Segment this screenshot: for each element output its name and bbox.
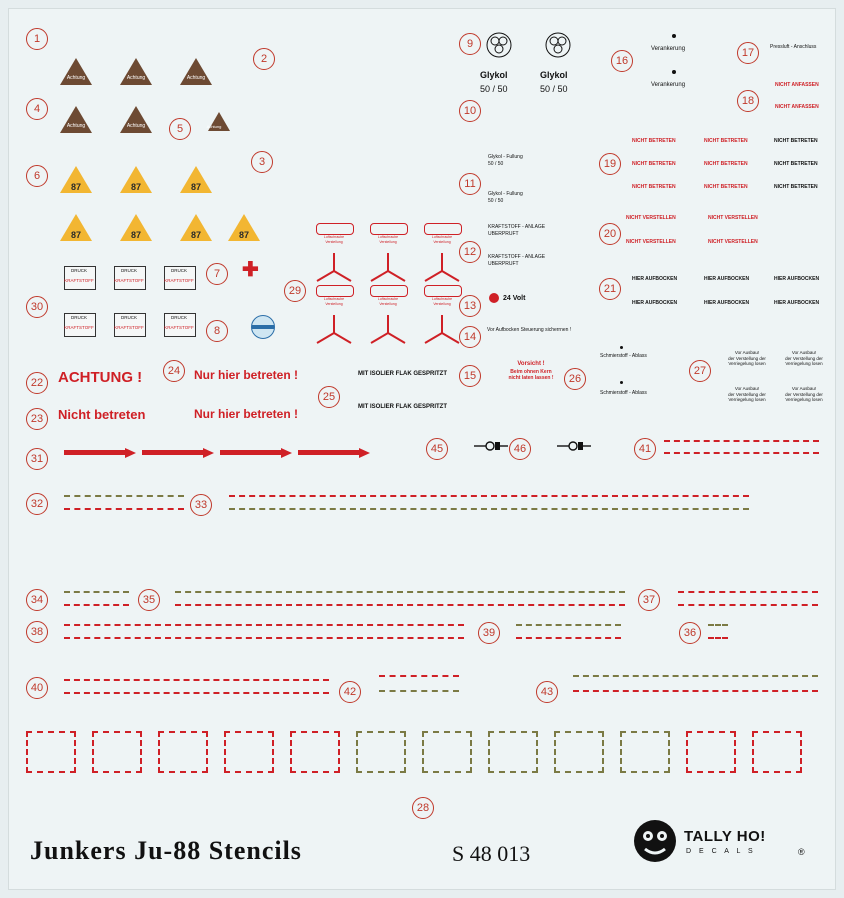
propeller-icon — [419, 249, 465, 283]
grounding-point-icon — [557, 437, 593, 455]
index-number: 20 — [599, 223, 621, 245]
index-number: 33 — [190, 494, 212, 516]
fuel-cap-label: DRUCK — [70, 268, 87, 273]
dashed-line — [175, 591, 625, 593]
index-number: 30 — [26, 296, 48, 318]
fuel-cap-label: KRAFTSTOFF — [164, 278, 194, 283]
grounding-point-icon — [474, 437, 510, 455]
dashed-line — [229, 508, 749, 510]
vor-ausbau-stencil — [720, 386, 774, 403]
index-number: 26 — [564, 368, 586, 390]
index-number: 3 — [251, 151, 273, 173]
nicht-verstellen-stencil: NICHT VERSTELLEN — [708, 239, 758, 245]
dashed-panel-outline — [620, 731, 670, 773]
fuel-cap-label: DRUCK — [170, 268, 187, 273]
index-number: 40 — [26, 677, 48, 699]
stencil-line: Verriegelung losen — [728, 361, 766, 367]
index-number: 1 — [26, 28, 48, 50]
nicht-betreten-stencil: NICHT BETRETEN — [774, 161, 818, 167]
propeller-icon — [419, 311, 465, 345]
stencil-line: Vor Ausbau! — [734, 350, 760, 355]
index-number: 2 — [253, 48, 275, 70]
glykol-fuellung-stencil — [488, 191, 523, 204]
direction-arrow — [298, 448, 370, 457]
registered-mark: ® — [798, 847, 805, 857]
fuel-cap-label: KRAFTSTOFF — [64, 278, 94, 283]
octane-label: 87 — [70, 230, 81, 240]
fuel-cap-label: KRAFTSTOFF — [114, 325, 144, 330]
nur-hier-betreten-stencil: Nur hier betreten ! — [194, 368, 299, 382]
fuel-cap-label: KRAFTSTOFF — [64, 325, 94, 330]
index-number: 11 — [459, 173, 481, 195]
dashed-line — [516, 637, 621, 639]
dashed-line — [64, 604, 129, 606]
verankerung-stencil: Verankerung — [651, 46, 686, 52]
octane-label: 87 — [190, 182, 201, 192]
index-number: 21 — [599, 278, 621, 300]
stencil-line: Verriegelung losen — [785, 397, 823, 403]
stencil-line: der Verstellung der — [785, 355, 823, 361]
stencil-line: Verriegelung losen — [785, 361, 823, 367]
index-number: 10 — [459, 100, 481, 122]
dashed-line — [573, 675, 818, 677]
kraftstoff-stencil — [488, 254, 545, 267]
triangle-label: Achtung — [126, 123, 146, 129]
dashed-line — [664, 452, 819, 454]
dashed-panel-outline — [158, 731, 208, 773]
glykol-label: Glykol — [540, 70, 568, 80]
propeller-icon — [311, 311, 357, 345]
index-number: 46 — [509, 438, 531, 460]
stencil-line: Glykol - Fullung — [488, 154, 523, 160]
prop-stencil-group: Luftschraube Verstellung Luftschraube Verstellung Luftschraube Verstellung Luftschraube Verstellung Luftschraube Verstellung Luftschraube Verstellung — [310, 223, 480, 343]
isolierflak-stencil: MIT ISOLIER FLAK GESPRITZT — [358, 371, 447, 377]
hier-aufbocken-stencil: HIER AUFBOCKEN — [704, 276, 750, 282]
fuel-cap-label: DRUCK — [170, 315, 187, 320]
verankerung-dot-icon — [672, 34, 676, 38]
stencil-line: Vor Ausbau! — [791, 386, 817, 391]
propeller-icon — [365, 311, 411, 345]
hier-aufbocken-stencil: HIER AUFBOCKEN — [632, 276, 678, 282]
hier-aufbocken-stencil: HIER AUFBOCKEN — [774, 300, 820, 306]
dashed-line — [64, 591, 129, 593]
triangle-label: Achtung — [66, 75, 86, 81]
stencil-line: KRAFTSTOFF - ANLAGE — [488, 254, 546, 260]
index-number: 43 — [536, 681, 558, 703]
dashed-panel-outline — [224, 731, 274, 773]
index-number: 19 — [599, 153, 621, 175]
dashed-line — [64, 495, 184, 497]
index-number: 36 — [679, 622, 701, 644]
nicht-anfassen-stencil: NICHT ANFASSEN — [775, 82, 819, 88]
nicht-verstellen-stencil: NICHT VERSTELLEN — [708, 215, 758, 221]
vor-ausbau-stencil — [777, 350, 831, 367]
nicht-betreten-stencil: Nicht betreten — [58, 407, 146, 422]
dashed-panel-outline — [92, 731, 142, 773]
achtung-stencil: ACHTUNG ! — [58, 369, 143, 386]
index-number: 29 — [284, 280, 306, 302]
stencil-line: Vor Ausbau! — [791, 350, 817, 355]
index-number: 16 — [611, 50, 633, 72]
vor-aufbocken-stencil: Vor Aufbocken Steuerung sicherrnen ! — [487, 327, 572, 333]
isolierflak-stencil: MIT ISOLIER FLAK GESPRITZT — [358, 404, 447, 410]
glykol-fuellung-stencil — [488, 154, 523, 167]
triangle-label: Achtung — [186, 75, 206, 81]
index-number: 37 — [638, 589, 660, 611]
index-number: 22 — [26, 372, 48, 394]
fuel-cap-label: DRUCK — [70, 315, 87, 320]
dashed-line — [664, 440, 819, 442]
hier-aufbocken-stencil: HIER AUFBOCKEN — [632, 300, 678, 306]
kraftstoff-stencil — [488, 224, 545, 237]
nicht-betreten-stencil: NICHT BETRETEN — [632, 161, 676, 167]
fuel-cap-label: KRAFTSTOFF — [114, 278, 144, 283]
dashed-line — [229, 495, 749, 497]
nur-hier-betreten-stencil: Nur hier betreten ! — [194, 407, 299, 421]
index-number: 8 — [206, 320, 228, 342]
pressluft-stencil: Pressluft - Anschluss — [770, 44, 817, 50]
index-number: 18 — [737, 90, 759, 112]
schmierstoff-stencil: Schmierstoff - Ablass — [600, 353, 647, 359]
hier-aufbocken-stencil: HIER AUFBOCKEN — [774, 276, 820, 282]
index-number: 23 — [26, 408, 48, 430]
glykol-cap-icon — [486, 32, 512, 58]
dashed-panel-outline — [290, 731, 340, 773]
dashed-panel-outline — [554, 731, 604, 773]
stencil-line: Beim ohnen Kern — [510, 368, 552, 375]
dashed-line — [64, 692, 329, 694]
brand-name: TALLY HO! — [684, 828, 766, 845]
index-number: 4 — [26, 98, 48, 120]
cross-marker: ✚ — [242, 259, 259, 281]
propeller-icon — [311, 249, 357, 283]
nicht-betreten-stencil: NICHT BETRETEN — [704, 161, 748, 167]
nicht-betreten-stencil: NICHT BETRETEN — [704, 138, 748, 144]
dashed-line — [379, 675, 459, 677]
triangle-label: Achtung — [206, 124, 222, 129]
stencil-line: 50 / 50 — [488, 160, 504, 167]
glykol-ratio: 50 / 50 — [480, 84, 508, 94]
fuel-cap-label: KRAFTSTOFF — [164, 325, 194, 330]
schmierstoff-dot-icon — [620, 346, 623, 349]
dashed-panel-outline — [26, 731, 76, 773]
dashed-line — [516, 624, 621, 626]
vorsicht-stencil — [486, 361, 576, 382]
direction-arrow — [142, 448, 214, 457]
index-number: 25 — [318, 386, 340, 408]
triangle-label: Achtung — [66, 123, 86, 129]
index-number: 32 — [26, 493, 48, 515]
sheet-code: S 48 013 — [452, 841, 531, 866]
dashed-line — [379, 690, 459, 692]
dashed-line — [678, 604, 818, 606]
octane-label: 87 — [70, 182, 81, 192]
octane-label: 87 — [190, 230, 201, 240]
index-number: 35 — [138, 589, 160, 611]
index-number: 17 — [737, 42, 759, 64]
dashed-panel-outline — [686, 731, 736, 773]
index-number: 24 — [163, 360, 185, 382]
index-number: 7 — [206, 263, 228, 285]
octane-label: 87 — [130, 230, 141, 240]
index-number: 45 — [426, 438, 448, 460]
index-number: 31 — [26, 448, 48, 470]
dashed-line — [708, 637, 728, 639]
dashed-line — [573, 690, 818, 692]
index-number: 9 — [459, 33, 481, 55]
dashed-line — [175, 604, 625, 606]
nicht-betreten-stencil: NICHT BETRETEN — [704, 184, 748, 190]
index-number: 12 — [459, 241, 481, 263]
dashed-panel-outline — [488, 731, 538, 773]
stencil-line: Glykol - Fullung — [488, 191, 523, 197]
direction-arrow — [64, 448, 136, 457]
dashed-line — [64, 508, 184, 510]
roundel-stripe — [252, 325, 274, 329]
octane-label: 87 — [238, 230, 249, 240]
stencil-line: der Verstellung der — [728, 391, 766, 397]
vor-ausbau-stencil — [777, 386, 831, 403]
dashed-line — [64, 637, 464, 639]
stencil-line: Vorsicht ! — [517, 361, 545, 367]
nicht-betreten-stencil: NICHT BETRETEN — [632, 184, 676, 190]
volt-label: 24 Volt — [503, 295, 526, 302]
index-number: 28 — [412, 797, 434, 819]
index-number: 5 — [169, 118, 191, 140]
stencil-line: nicht laten lassen ! — [508, 375, 554, 382]
glykol-label: Glykol — [480, 70, 508, 80]
hier-aufbocken-stencil: HIER AUFBOCKEN — [704, 300, 750, 306]
stencil-line: Vor Ausbau! — [734, 386, 760, 391]
nicht-anfassen-stencil: NICHT ANFASSEN — [775, 104, 819, 110]
stencil-line: UBERPRUFT — [488, 260, 519, 267]
verankerung-stencil: Verankerung — [651, 82, 686, 88]
index-number: 13 — [459, 295, 481, 317]
nicht-betreten-stencil: NICHT BETRETEN — [774, 184, 818, 190]
triangle-label: Achtung — [126, 75, 146, 81]
stencil-line: UBERPRUFT — [488, 230, 519, 237]
volt-dot-icon — [489, 293, 499, 303]
glykol-cap-icon — [545, 32, 571, 58]
octane-label: 87 — [130, 182, 141, 192]
dashed-line — [64, 624, 464, 626]
fuel-cap-label: DRUCK — [120, 268, 137, 273]
schmierstoff-dot-icon — [620, 381, 623, 384]
schmierstoff-stencil: Schmierstoff - Ablass — [600, 390, 647, 396]
stencil-line: KRAFTSTOFF - ANLAGE — [488, 224, 546, 230]
dashed-panel-outline — [356, 731, 406, 773]
index-number: 42 — [339, 681, 361, 703]
direction-arrow — [220, 448, 292, 457]
index-number: 34 — [26, 589, 48, 611]
glykol-ratio: 50 / 50 — [540, 84, 568, 94]
index-number: 41 — [634, 438, 656, 460]
propeller-icon — [365, 249, 411, 283]
dashed-line — [678, 591, 818, 593]
brand-subtitle: D E C A L S — [686, 848, 756, 855]
vor-ausbau-stencil — [720, 350, 774, 367]
tally-ho-logo-icon — [632, 818, 678, 864]
dashed-line — [708, 624, 728, 626]
stencil-line: der Verstellung der — [785, 391, 823, 397]
stencil-line: Verriegelung losen — [728, 397, 766, 403]
dashed-line — [64, 679, 329, 681]
index-number: 27 — [689, 360, 711, 382]
verankerung-dot-icon — [672, 70, 676, 74]
sheet-title: Junkers Ju-88 Stencils — [30, 836, 302, 865]
nicht-verstellen-stencil: NICHT VERSTELLEN — [626, 239, 676, 245]
dashed-panel-outline — [752, 731, 802, 773]
nicht-betreten-stencil: NICHT BETRETEN — [774, 138, 818, 144]
nicht-verstellen-stencil: NICHT VERSTELLEN — [626, 215, 676, 221]
nicht-betreten-stencil: NICHT BETRETEN — [632, 138, 676, 144]
stencil-line: 50 / 50 — [488, 197, 504, 204]
dashed-panel-outline — [422, 731, 472, 773]
decal-sheet — [8, 8, 836, 890]
index-number: 39 — [478, 622, 500, 644]
index-number: 38 — [26, 621, 48, 643]
stencil-line: der Verstellung der — [728, 355, 766, 361]
index-number: 15 — [459, 365, 481, 387]
index-number: 6 — [26, 165, 48, 187]
fuel-cap-label: DRUCK — [120, 315, 137, 320]
index-number: 14 — [459, 326, 481, 348]
